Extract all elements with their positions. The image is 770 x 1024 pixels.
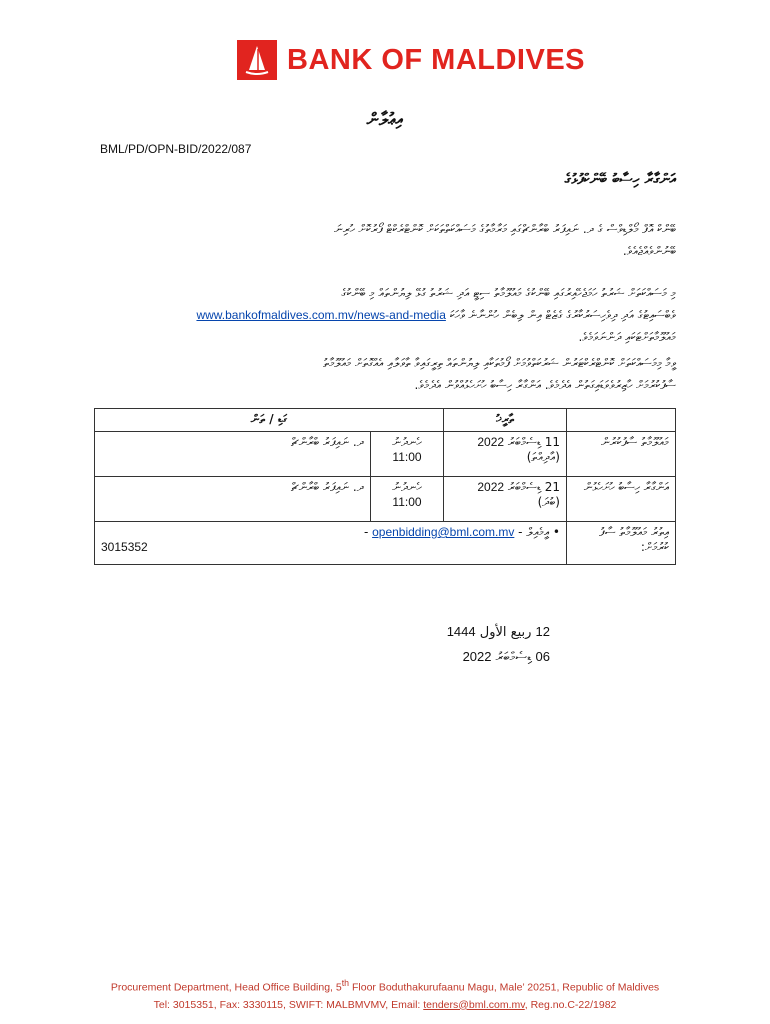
date-day-number: 11 [544,435,560,449]
hijri-day: 12 [535,624,550,639]
row-place: ދ. ނައިފަރު ބްރާންޗް [95,477,371,522]
footer-sup: th [341,978,350,988]
time-value: 11:00 [392,450,422,464]
time-value: 11:00 [392,495,422,509]
greg-day: 06 [535,649,550,664]
paragraph-line: މި މަސައްކަތަށް ޝަރުތު ހަމަޖެހޭއިރުގައި ބޭންކުގެ މައުލޫމާތު ސިޓީ އަދި ޝަރުތު ގުޅޭ ލިޔުންތައް މި ބޭންކުގެ [341,286,676,300]
paragraph-documents [96,282,676,348]
table-row [95,432,676,477]
date-month: ޑިސެމްބަރު [507,435,541,449]
hijri-date [440,620,550,645]
date-year: 2022 [477,480,505,494]
email-prefix: • އީމެއިލް - [518,525,560,539]
row-time [371,432,444,477]
table-row [95,477,676,522]
row-date [444,477,567,522]
row-label: އިތުރު މައުލޫމާތު ސާފު ކުރުމަށް: [567,522,676,565]
footer-line-address [0,975,770,997]
footer-text: , Reg.no.C-22/1982 [524,998,617,1011]
footer-text: Tel: 3015351, Fax: 3330115, SWIFT: MALBMVMV, Email: [153,998,424,1011]
date-weekday: (ބުދަ) [537,495,560,509]
paragraph-line: ސާފުކުރުމަށް ހާޒިރުވެވަޑައިގަތުން އެދެމެވެ. އަންގާރާ ހިސާބު ހުށަހެޅުއްވުން އެދެމެވެ. [414,378,676,392]
paragraph-line: ބޭންކް އޮފް މޯލްޑިވްސް ގެ ދ. ނައިފަރު ބްރާންޗްގައި މަރާމާތުގެ މަސައްކަތްތަކަށް ކޮންޓްރެކްޓް ފޯރުކޮށް ހުރިނަ [334,222,676,236]
issue-date [440,620,550,670]
date-month: ޑިސެމްބަރު [507,480,541,494]
email-suffix: - [363,525,373,539]
date-year: 2022 [477,435,505,449]
bank-logo [237,40,585,80]
openbidding-email-link[interactable]: openbidding@bml.com.mv [372,525,515,539]
tenders-email-link[interactable]: tenders@bml.com.mv [423,998,525,1011]
greg-year: 2022 [462,649,492,664]
header-cell-date: ތާރީޚު [444,409,567,432]
time-word: ހެނދުނު [392,435,422,449]
footer-address [0,975,770,1014]
paragraph-text: ވެބްސައިޓުގެ އަދި ދިވެހިސަރުކާރުގެ ގެޒެޓް އިން ލިބެން ހުންނާނެ ވާހަކަ [449,308,676,322]
date-weekday: (އާދިއްތަ) [526,450,560,464]
paragraph-line: ވީމާ މިމަސައްކަތަށް ކޮންޓްރެކްޓަރުން ޝަރުކަތްވުމަށް ފޯމުތަކާއި ލިޔުންތައް ތިރީގައިވާ ތާވަލާއި އެއްގޮތަށް މައުލޫމާތު [323,356,676,370]
gregorian-date [440,645,550,670]
sail-logo-icon [237,40,277,80]
row-place: ދ. ނައިފަރު ބްރާންޗް [95,432,371,477]
row-label: އަންގާރާ ހިސާބު ހުށަހެޅުން [567,477,676,522]
footer-text: Floor Boduthakurufaanu Magu, Male’ 20251, Republic of Maldives [349,981,660,994]
time-word: ހެނދުނު [392,480,422,494]
paragraph-clarification [96,352,676,396]
schedule-table [94,408,676,565]
brand-name: BANK OF MALDIVES [287,43,585,76]
date-day-number: 21 [544,480,560,494]
page-title: އިޢުލާން [366,110,404,130]
hijri-month: ربيع الأول [479,625,532,640]
greg-month: ޑިސެމްބަރު [495,650,532,665]
reference-number: BML/PD/OPN-BID/2022/087 [100,142,252,156]
table-row [95,522,676,565]
paragraph-line [96,304,676,326]
row-time [371,477,444,522]
contact-phone: 3015352 [101,540,148,554]
table-header-row [95,409,676,432]
row-date [444,432,567,477]
subject-heading: އަންގާރާ ހިސާބު ބޭންކްފުޅުގެ [564,170,676,188]
footer-line-contact [0,997,770,1014]
header-cell-label [567,409,676,432]
footer-text: Procurement Department, Head Office Building, 5 [110,981,342,994]
hijri-year: 1444 [446,624,476,639]
paragraph-intro [96,218,676,262]
paragraph-line: ބޭނުންވެއްޖެއެވެ. [622,244,676,258]
news-media-link[interactable]: www.bankofmaldives.com.mv/news-and-media [196,308,446,322]
row-contact [95,522,567,565]
header-cell-time-place: ގަޑި / ތަން [95,409,444,432]
paragraph-line: މައުލޫމާތަށްޓަކައި ދަންނަވަމެވެ. [578,330,676,344]
row-label: މައުލޫމާތު ސާފުކުރުން [567,432,676,477]
